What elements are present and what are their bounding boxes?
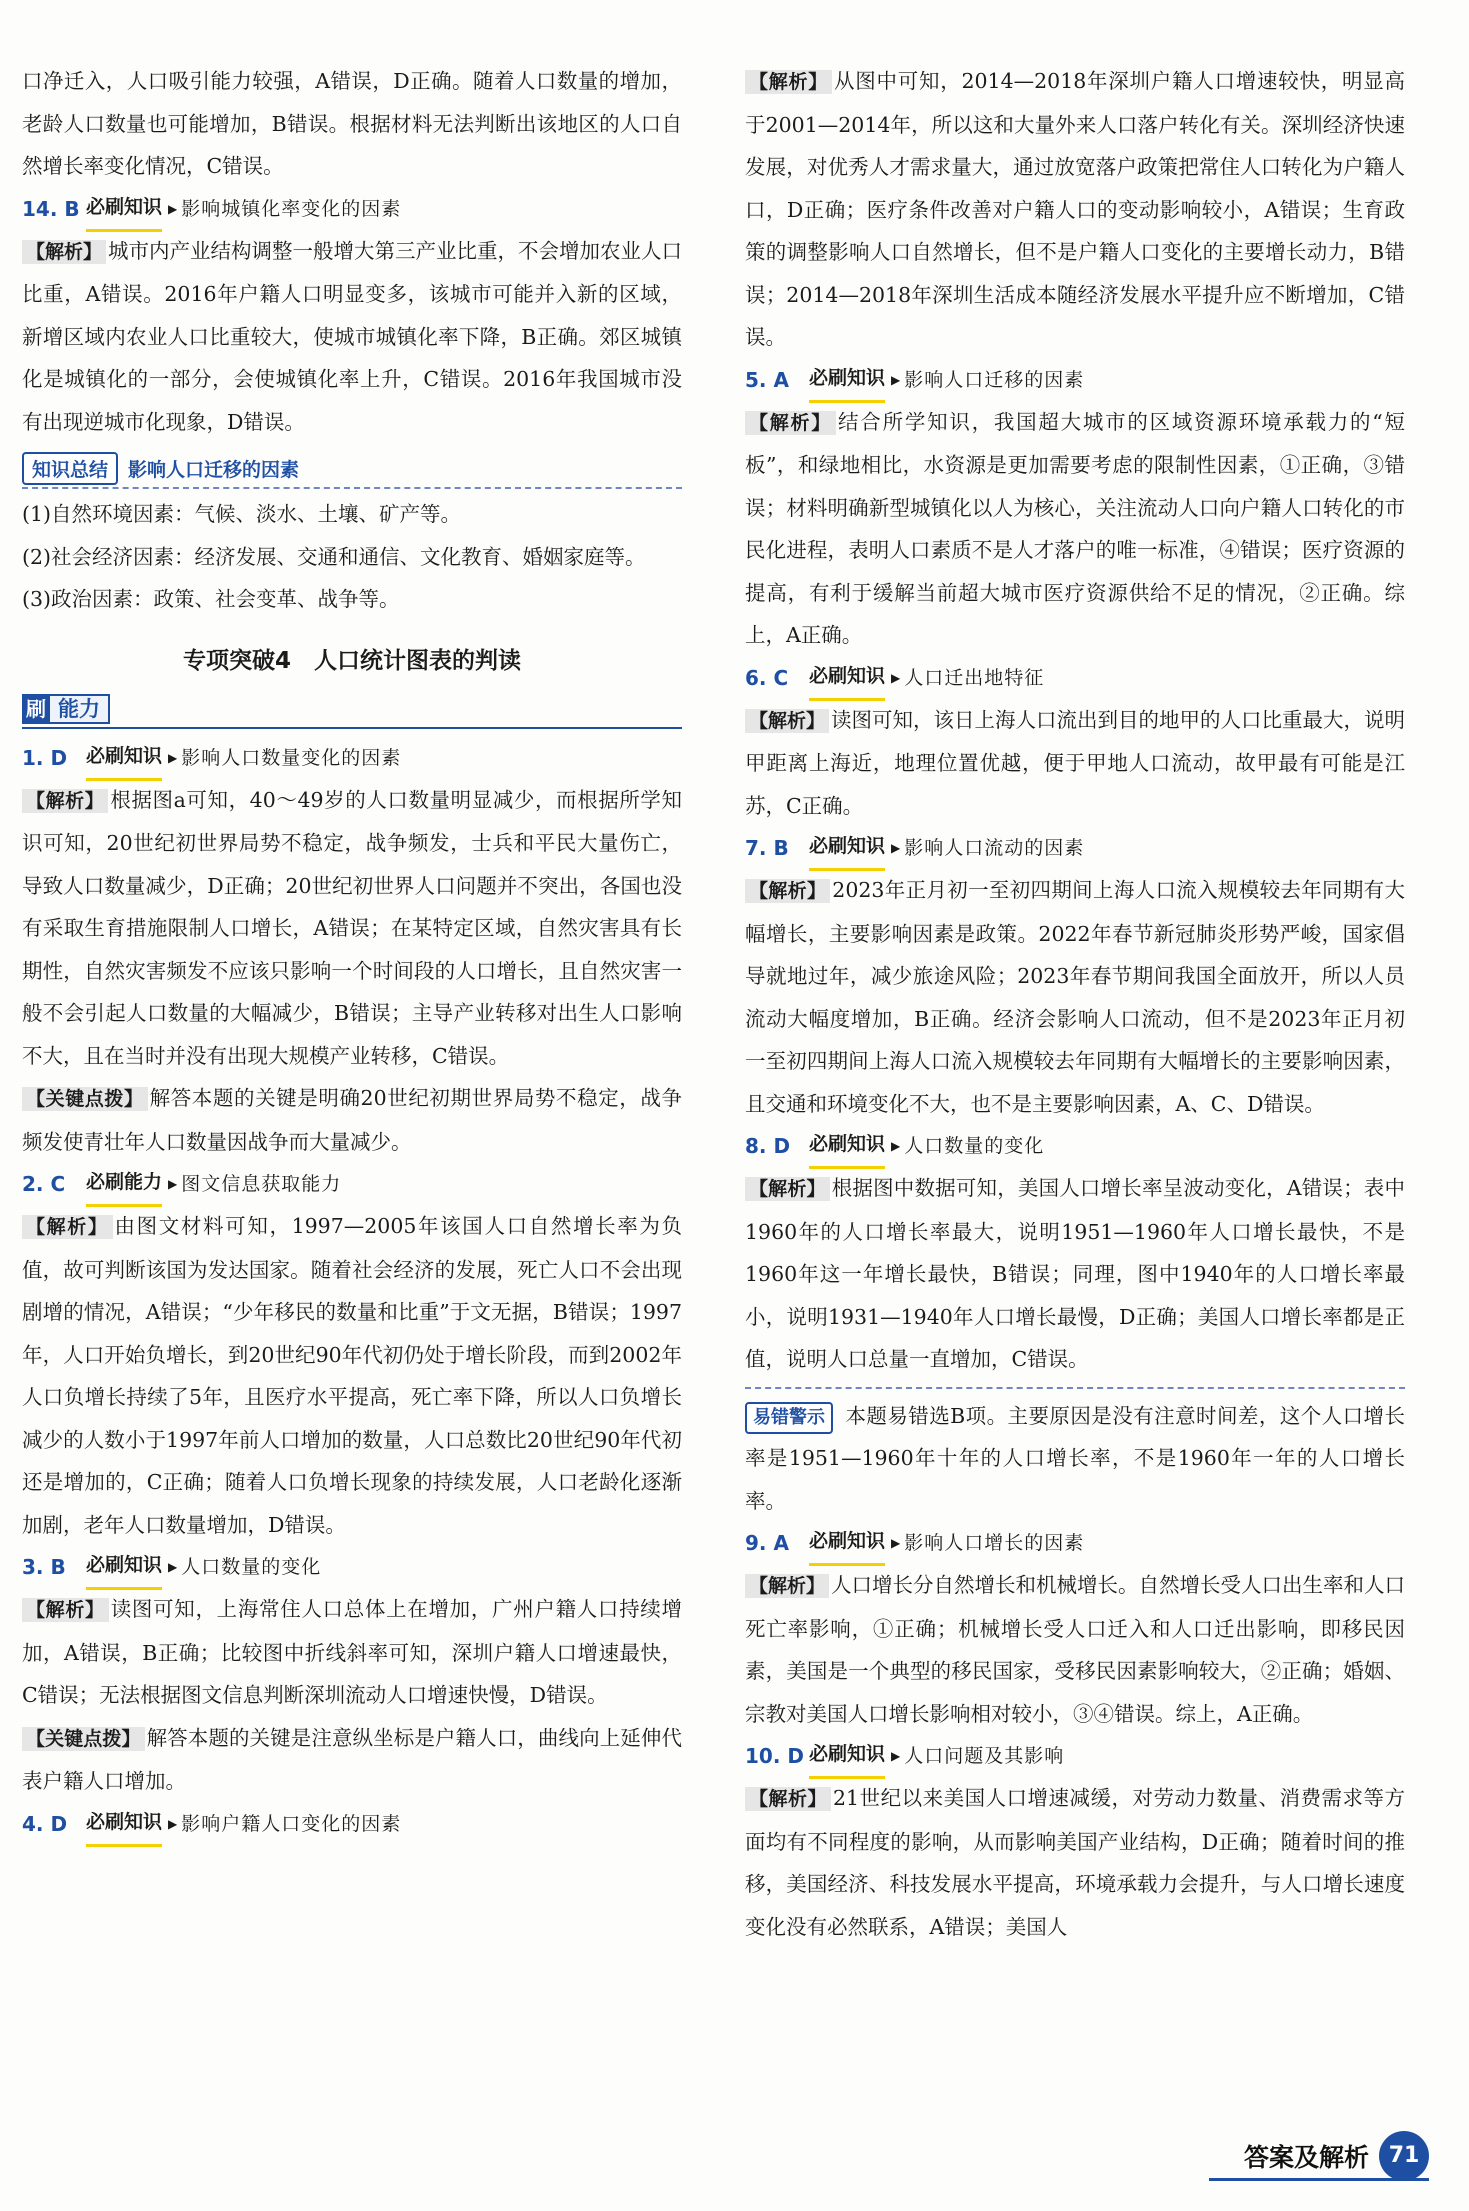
intro-text: 口净迁入，人口吸引能力较强，A错误，D正确。随着人口数量的增加，老龄人口数量也可能增加，B错误。根据材料无法判断出该地区的人口自然增长率变化情况，C错误。 <box>22 69 682 178</box>
warning-body: 本题易错选B项。主要原因是没有注意时间差，这个人口增长率是1951—1960年十年的人口增长率，不是1960年一年的人口增长率。 <box>745 1403 1405 1513</box>
question-number: 5. A <box>745 367 789 392</box>
footer-rule <box>1209 2178 1429 2181</box>
q4-header <box>22 1803 682 1845</box>
triangle-icon: ▶ <box>891 1749 901 1763</box>
q3-header <box>22 1546 682 1588</box>
key-tag: 【关键点拨】 <box>22 1727 145 1751</box>
knowledge-tag: 必刷知识 <box>809 1123 885 1169</box>
q10-header <box>745 1735 1405 1777</box>
triangle-icon: ▶ <box>168 750 178 765</box>
knowledge-point: 人口迁出地特征 <box>904 666 1045 689</box>
analysis-tag: 【解析】 <box>745 879 830 903</box>
knowledge-tag: 必刷知识 <box>809 357 885 403</box>
analysis-text: 读图可知，上海常住人口总体上在增加，广州户籍人口持续增加，A错误，B正确；比较图中折线斜率可知，深圳户籍人口增速最快，C错误；无法根据图文信息判断深圳流动人口增速快慢，D错误。 <box>22 1597 682 1707</box>
question-number: 14. B <box>22 196 80 221</box>
q8-header <box>745 1125 1405 1167</box>
key-text: 解答本题的关键是明确20世纪初期世界局势不稳定，战争频发使青壮年人口数量因战争而大量减少。 <box>22 1086 682 1154</box>
q14-header <box>22 188 682 230</box>
q1-analysis <box>22 779 682 1078</box>
summary-item: (3)政治因素：政策、社会变革、战争等。 <box>22 587 400 611</box>
knowledge-point: 人口数量的变化 <box>904 1135 1045 1157</box>
left-column <box>22 60 682 1845</box>
analysis-text: 结合所学知识，我国超大城市的区域资源环境承载力的“短板”，和绿地相比，水资源是更加需要考虑的限制性因素，①正确，③错误；材料明确新型城镇化以人为核心，关注流动人口向户籍人口转化的市民化进程，表明人口素质不是人才落户的唯一标准，④错误；医疗资源的提高，有利于缓解当前超大城市医疗资源供给不足的情况，②正确。综上，A正确。 <box>745 409 1405 647</box>
triangle-icon: ▶ <box>891 1536 901 1550</box>
ability-header <box>22 691 682 729</box>
q9-header <box>745 1522 1405 1564</box>
section-title: 专项突破4 人口统计图表的判读 <box>182 647 521 674</box>
analysis-text: 21世纪以来美国人口增速减缓，对劳动力数量、消费需求等方面均有不同程度的影响，从而影响美国产业结构，D正确；随着时间的推移，美国经济、科技发展水平提高，环境承载力会提升，与人口增长速度变化没有必然联系，A错误；美国人 <box>745 1786 1405 1939</box>
knowledge-point: 影响人口迁移的因素 <box>904 368 1085 391</box>
knowledge-point: 人口问题及其影响 <box>904 1745 1065 1767</box>
knowledge-point: 人口数量的变化 <box>181 1556 322 1578</box>
q10-analysis <box>745 1777 1405 1948</box>
warning-text <box>745 1395 1405 1523</box>
triangle-icon: ▶ <box>168 1816 178 1831</box>
analysis-text: 由图文材料可知，1997—2005年该国人口自然增长率为负值，故可判断该国为发达国家。随着社会经济的发展，死亡人口不会出现剧增的情况，A错误；“少年移民的数量和比重”于文无据，B错误；1997年，人口开始负增长，到20世纪90年代初仍处于增长阶段，而到2002年人口负增长持续了5年，且医疗水平提高，死亡率下降，所以人口负增长减少的人数小于1997年前人口增加的数量，人口总数比20世纪90年代初还是增加的，C正确；随着人口负增长现象的持续发展，人口老龄化逐渐加剧，老年人口数量增加，D错误。 <box>22 1214 682 1537</box>
summary-item: (2)社会经济因素：经济发展、交通和通信、文化教育、婚姻家庭等。 <box>22 544 646 569</box>
q7-analysis <box>745 869 1405 1125</box>
analysis-text: 读图可知，该日上海人口流出到目的地甲的人口比重最大，说明甲距离上海近，地理位置优越，便于甲地人口流动，故甲最有可能是江苏，C正确。 <box>745 707 1406 818</box>
key-tag: 【关键点拨】 <box>22 1087 148 1111</box>
triangle-icon: ▶ <box>891 372 901 387</box>
knowledge-tag: 必刷知识 <box>86 1801 162 1847</box>
question-number: 10. D <box>745 1744 804 1768</box>
question-number: 9. A <box>745 1531 789 1555</box>
question-number: 1. D <box>22 745 68 770</box>
analysis-text: 从图中可知，2014—2018年深圳户籍人口增速较快，明显高于2001—2014年，所以这和大量外来人口落户转化有关。深圳经济快速发展，对优秀人才需求量大，通过放宽落户政策把常住人口转化为户籍人口，D正确；医疗条件改善对户籍人口的变动影响较小，A错误；生育政策的调整影响人口自然增长，但不是户籍人口变化的主要增长动力，B错误；2014—2018年深圳生活成本随经济发展水平提升应不断增加，C错误。 <box>745 69 1405 349</box>
analysis-text: 根据图a可知，40～49岁的人口数量明显减少，而根据所学知识可知，20世纪初世界局势不稳定，战争频发，士兵和平民大量伤亡，导致人口数量减少，D正确；20世纪初世界人口问题并不突出，各国也没有采取生育措施限制人口增长，A错误；在某特定区域，自然灾害具有长期性，自然灾害频发不应该只影响一个时间段的人口增长，且自然灾害一般不会引起人口数量的大幅减少，B错误；主导产业转移对出生人口影响不大，且在当时并没有出现大规模产业转移，C错误。 <box>22 787 682 1068</box>
knowledge-tag: 必刷知识 <box>809 825 885 871</box>
triangle-icon: ▶ <box>891 670 901 685</box>
key-text: 解答本题的关键是注意纵坐标是户籍人口，曲线向上延伸代表户籍人口增加。 <box>22 1725 682 1793</box>
triangle-icon: ▶ <box>168 1560 178 1574</box>
warning-box <box>745 1387 1405 1523</box>
question-number: 6. C <box>745 665 789 690</box>
q4-analysis <box>745 60 1405 359</box>
q8-analysis <box>745 1167 1405 1381</box>
analysis-tag: 【解析】 <box>745 411 836 435</box>
footer-label: 答案及解析 <box>1243 2143 1369 2172</box>
analysis-tag: 【解析】 <box>22 789 108 813</box>
knowledge-point: 影响人口流动的因素 <box>904 837 1085 859</box>
q3-key <box>22 1717 682 1803</box>
knowledge-tag: 必刷知识 <box>86 186 162 232</box>
analysis-tag: 【解析】 <box>22 1215 113 1239</box>
knowledge-tag: 必刷能力 <box>86 1161 162 1207</box>
knowledge-point: 影响户籍人口变化的因素 <box>181 1812 402 1835</box>
knowledge-tag: 必刷知识 <box>809 1520 885 1566</box>
knowledge-tag: 必刷知识 <box>86 1544 162 1590</box>
summary-header <box>22 449 682 489</box>
knowledge-point: 图文信息获取能力 <box>181 1173 342 1195</box>
knowledge-point: 影响城镇化率变化的因素 <box>181 197 402 220</box>
warning-badge: 易错警示 <box>745 1402 833 1434</box>
q5-analysis <box>745 401 1405 657</box>
ability-icon: 刷 <box>22 694 50 724</box>
question-number: 7. B <box>745 836 789 860</box>
right-column <box>745 60 1405 1948</box>
q1-header <box>22 737 682 779</box>
q2-header <box>22 1163 682 1205</box>
q5-header <box>745 359 1405 401</box>
q6-analysis <box>745 699 1405 828</box>
analysis-tag: 【解析】 <box>22 240 106 264</box>
analysis-tag: 【解析】 <box>22 1598 109 1622</box>
analysis-text: 根据图中数据可知，美国人口增长率呈波动变化，A错误；表中1960年的人口增长率最大，说明1951—1960年人口增长最快，不是1960年这一年增长最快，B错误；同理，图中1940年的人口增长率最小，说明1931—1940年人口增长最慢，D正确；美国人口增长率都是正值，说明人口总量一直增加，C错误。 <box>745 1176 1405 1371</box>
triangle-icon: ▶ <box>168 1177 178 1191</box>
ability-label: 能力 <box>50 694 110 724</box>
page-footer <box>1244 2131 1429 2181</box>
question-number: 3. B <box>22 1555 66 1579</box>
analysis-tag: 【解析】 <box>745 709 829 733</box>
page-number: 71 <box>1379 2131 1429 2181</box>
analysis-tag: 【解析】 <box>745 1177 830 1201</box>
analysis-tag: 【解析】 <box>745 70 832 94</box>
q1-key <box>22 1077 682 1163</box>
q3-analysis <box>22 1588 682 1717</box>
knowledge-tag: 必刷知识 <box>86 735 162 781</box>
summary-badge: 知识总结 <box>22 452 118 485</box>
analysis-tag: 【解析】 <box>745 1574 829 1598</box>
triangle-icon: ▶ <box>891 1139 901 1153</box>
knowledge-tag: 必刷知识 <box>809 655 885 701</box>
q14-analysis <box>22 230 682 444</box>
question-number: 4. D <box>22 1811 68 1836</box>
analysis-text: 城市内产业结构调整一般增大第三产业比重，不会增加农业人口比重，A错误。2016年户籍人口明显变多，该城市可能并入新的区域，新增区域内农业人口比重较大，使城市城镇化率下降，B正确。郊区城镇化是城镇化的一部分，会使城镇化率上升，C错误。2016年我国城市没有出现逆城市化现象，D错误。 <box>22 238 683 434</box>
question-number: 8. D <box>745 1134 791 1158</box>
q9-analysis <box>745 1564 1405 1735</box>
analysis-text: 2023年正月初一至初四期间上海人口流入规模较去年同期有大幅增长，主要影响因素是政策。2022年春节新冠肺炎形势严峻，国家倡导就地过年，减少旅途风险；2023年春节期间我国全面放开，所以人员流动大幅度增加，B正确。经济会影响人口流动，但不是2023年正月初一至初四期间上海人口流入规模较去年同期有大幅增长的主要影响因素，且交通和环境变化不大，也不是主要影响因素，A、C、D错误。 <box>745 878 1405 1116</box>
q6-header <box>745 657 1405 699</box>
summary-title: 影响人口迁移的因素 <box>128 458 300 481</box>
q7-header <box>745 827 1405 869</box>
knowledge-point: 影响人口增长的因素 <box>904 1532 1085 1554</box>
knowledge-point: 影响人口数量变化的因素 <box>181 746 402 769</box>
analysis-tag: 【解析】 <box>745 1787 831 1811</box>
triangle-icon: ▶ <box>168 201 178 216</box>
summary-item: (1)自然环境因素：气候、淡水、土壤、矿产等。 <box>22 502 462 526</box>
triangle-icon: ▶ <box>891 841 901 855</box>
knowledge-tag: 必刷知识 <box>809 1733 885 1779</box>
q2-analysis <box>22 1205 682 1546</box>
analysis-text: 人口增长分自然增长和机械增长。自然增长受人口出生率和人口死亡率影响，①正确；机械增长受人口迁入和人口迁出影响，即移民因素，美国是一个典型的移民国家，受移民因素影响较大，②正确；婚姻、宗教对美国人口增长影响相对较小，③④错误。综上，A正确。 <box>745 1573 1406 1726</box>
question-number: 2. C <box>22 1172 66 1196</box>
